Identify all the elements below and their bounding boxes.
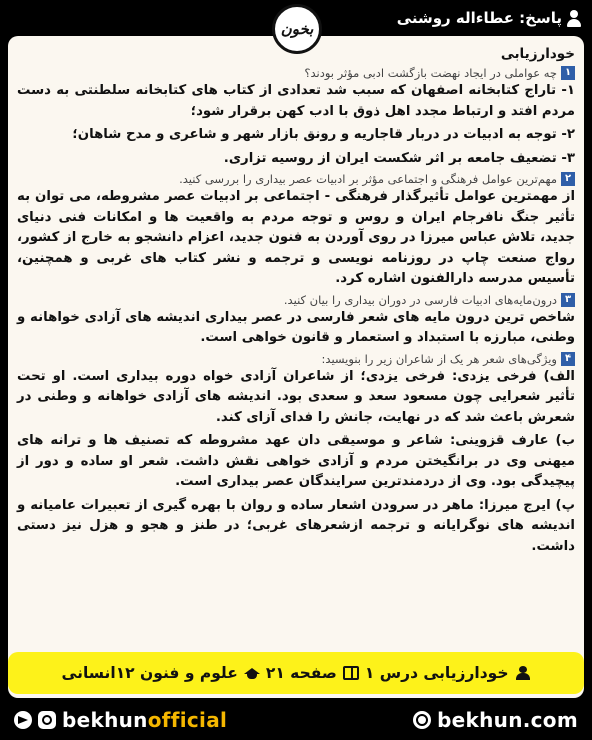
user-icon [566,10,582,27]
logo-text: بخون [280,20,314,38]
answer-4-alef: الف) فرخی یزدی: فرخی یزدی؛ از شاعران آزادی خواه دوره بیداری است. او تحت تأثیر شعرایی چون مسعود سعد و سعدی بود. اندیشه های آزادی خواهانه و وطنی در شعرش باعث شد که در نهایت، جانش را فدای آزای کند. [17,368,575,425]
answer-author [397,9,582,27]
person-icon [515,666,531,680]
question-4 [17,352,575,366]
content [8,36,584,560]
answer-4-be: ب) عارف قزوینی: شاعر و موسیقی دان عهد مشروطه که تصنیف ها و ترانه های میهنی وی در برانگیختن مردم و آزادی خواهی نقش داشت. شعر او ساده و دور از پیچیدگی بود. وی از دردمندترین سرایندگان عصر بیداری است. [17,433,575,489]
lesson-banner [8,652,584,694]
question-text: چه عواملی در ایجاد نهضت بازگشت ادبی مؤثر بودند؟ [304,66,557,80]
answer-4-pe: پ) ایرج میرزا: ماهر در سرودن اشعار ساده و روان با بهره گیری از تعبیرات عامیانه و اندیشه های نوگرایانه و ترجمه ازشعرهای غربی؛ در طنز و هجو و هزل نیز دستی داشت. [17,497,575,554]
answer-2: از مهمترین عوامل تأثیرگذار فرهنگی - اجتماعی بر ادبیات عصر مشروطه، می توان به تأثیر جنگ نافرجام ایران و روس و توجه مردم به واقعیت ها و امکانات فنی دنیای جدید، تلاش عباس میرزا در روی آوردن به فنون جدید، اعزام دانشجو به خارج از کشور، رواج صنعت چاپ در روزنامه نویسی و ترجمه و نشر کتاب های غربی و همچنین، تأسیس مدرسه دارالفنون اشاره کرد. [17,189,575,286]
telegram-icon[interactable] [14,711,32,729]
instagram-icon[interactable] [38,711,56,729]
question-number: ۳ [561,293,575,307]
question-3 [17,293,575,307]
answer-3: شاخص ترین درون مایه های شعر فارسی در عصر بیداری اندیشه های آزادی خواهانه و وطنی، مبارزه با استبداد و استعمار و قانون خواهی است. [17,309,575,345]
globe-icon [413,711,431,729]
footer [0,700,592,740]
handle-prefix: bekhun [62,708,148,732]
logo [272,4,322,54]
answer-1-line-1: ۱- تاراج کتابخانه اصفهان که سبب شد تعدادی از کتاب های کتابخانه سلطنتی به دست مردم افتد و ارتباط مجدد اهل ذوق با ادب کهن برقرار شود؛ [17,83,575,119]
social-handle[interactable] [62,708,227,732]
graduation-cap-icon [244,666,260,680]
question-number: ۲ [561,172,575,186]
page-title: خودارزیابی [500,46,575,62]
banner-page: صفحه ۲۱ [265,664,337,682]
question-1 [17,66,575,80]
question-2 [17,172,575,186]
social-links[interactable] [14,708,227,732]
question-text: درون‌مایه‌های ادبیات فارسی در دوران بیداری را بیان کنید. [283,292,557,307]
question-text: مهم‌ترین عوامل فرهنگی و اجتماعی مؤثر بر ادبیات عصر بیداری را بررسی کنید. [179,172,557,186]
answer-1-line-3: ۳- تضعیف جامعه بر اثر شکست ایران از روسیه تزاری. [223,150,575,166]
book-icon [343,666,359,680]
website-text[interactable]: bekhun.com [437,708,578,732]
question-text: ویژگی‌های شعر هر یک از شاعران زیر را بنویسید: [321,351,557,366]
banner-course: علوم و فنون ۱۲انسانی [61,664,238,682]
content-card [8,36,584,698]
answer-label: پاسخ: عطاءاله روشنی [396,9,562,27]
answer-1-line-2: ۲- توجه به ادبیات در دربار قاجاریه و رونق بازار شهر و شاعری و مدح شاهان؛ [72,127,575,142]
question-number: ۱ [561,66,575,80]
handle-suffix: official [147,708,228,732]
website-link[interactable] [413,708,578,732]
banner-lesson: خودارزیابی درس ۱ [364,664,509,682]
question-number: ۴ [561,352,575,366]
